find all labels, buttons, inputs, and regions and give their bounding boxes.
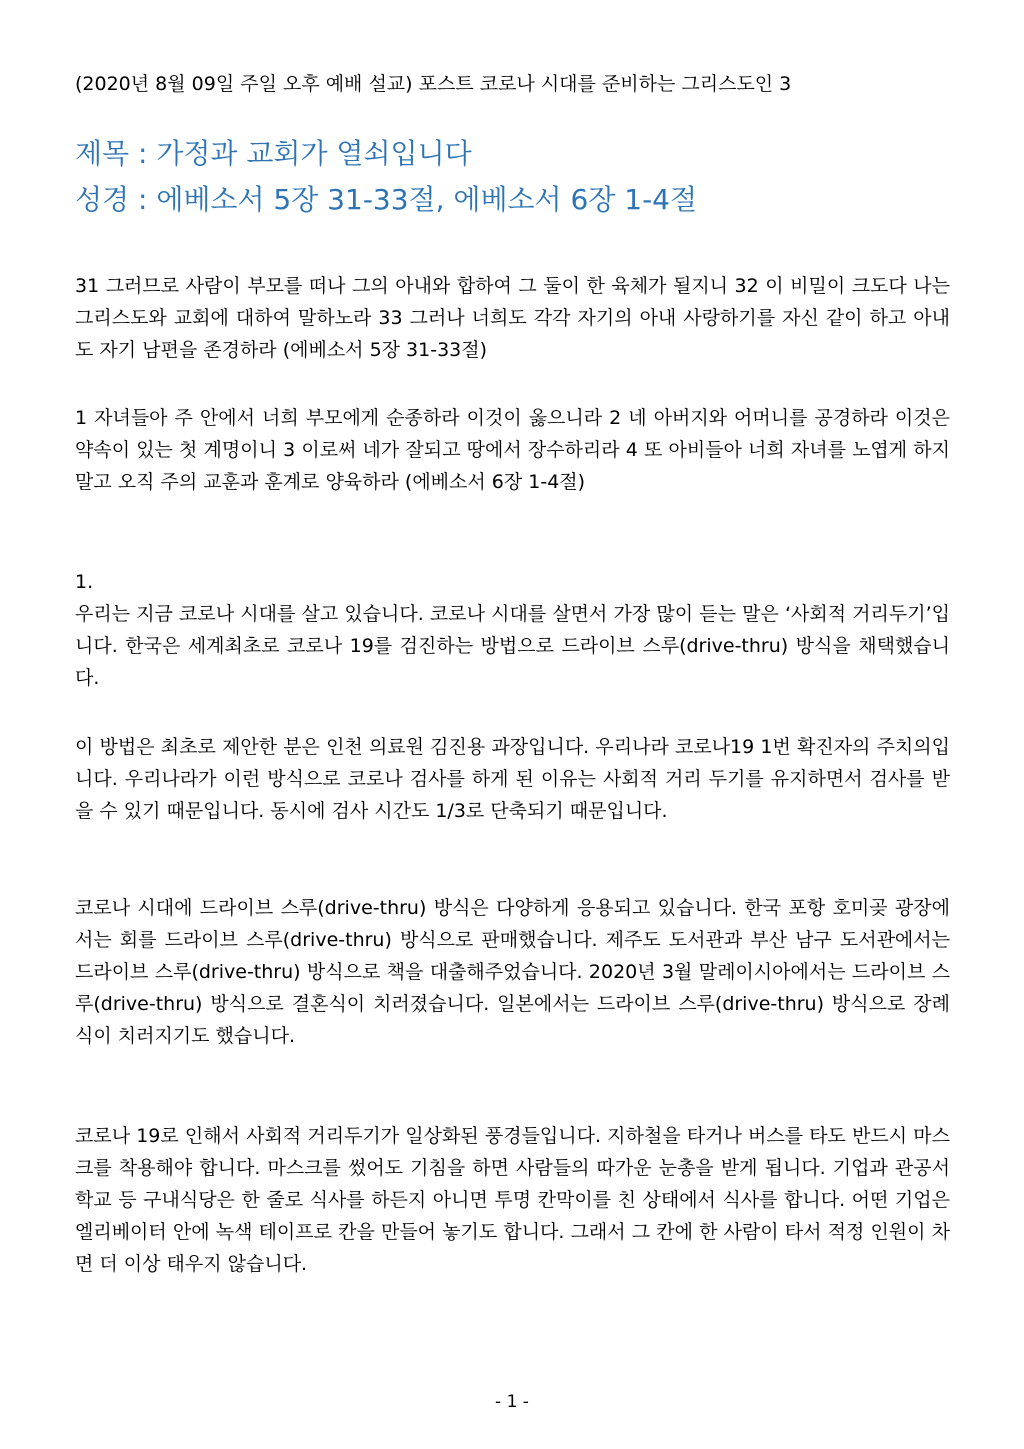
paragraph-daily-life: 코로나 19로 인해서 사회적 거리두기가 일상화된 풍경들입니다. 지하철을 타거나 버스를 타도 반드시 마스크를 착용해야 합니다. 마스크를 썼어도 기침을 하면 사람들의 따가운 눈총을 받게 됩니다. 기업과 관공서 학교 등 구내식당은 한 줄로 식사를 하든지 아니면 투명 칸막이를 친 상태에서 식사를 합니다. 어떤 기업은 엘리베이터 안에 녹색 테이프로 칸을 만들어 놓기도 합니다. 그래서 그 칸에 한 사람이 타서 적정 인원이 차면 더 이상 태우지 않습니다.	[75, 1125, 950, 1275]
paragraph-drive-thru-origin: 이 방법은 최초로 제안한 분은 인천 의료원 김진용 과장입니다. 우리나라 코로나19 1번 확진자의 주치의입니다. 우리나라가 이런 방식으로 코로나 검사를 하게 된 이유는 사회적 거리 두기를 유지하면서 검사를 받을 수 있기 때문입니다. 동시에 검사 시간도 1/3로 단축되기 때문입니다.	[75, 736, 950, 822]
sermon-title: 제목 : 가정과 교회가 열쇠입니다	[75, 137, 472, 170]
scripture-passage-ephesians-6: 1 자녀들아 주 안에서 너희 부모에게 순종하라 이것이 옳으니라 2 네 아버지와 어머니를 공경하라 이것은 약속이 있는 첫 계명이니 3 이로써 네가 잘되고 땅에서 장수하리라 4 또 아비들아 너희 자녀를 노엽게 하지 말고 오직 주의 교훈과 훈계로 양육하라 (에베소서 6장 1-4절)	[75, 407, 950, 493]
section-number: 1.	[75, 571, 94, 593]
page-number: - 1 -	[495, 1392, 529, 1412]
paragraph-drive-thru-applications: 코로나 시대에 드라이브 스루(drive-thru) 방식은 다양하게 응용되고 있습니다. 한국 포항 호미곶 광장에서는 회를 드라이브 스루(drive-thru) 방식으로 판매했습니다. 제주도 도서관과 부산 남구 도서관에서는 드라이브 스루(drive-thru) 방식으로 책을 대출해주었습니다. 2020년 3월 말레이시아에서는 드라이브 스루(drive-thru) 방식으로 결혼식이 치러졌습니다. 일본에서는 드라이브 스루(drive-thru) 방식으로 장례식이 치러지기도 했습니다.	[75, 897, 950, 1047]
scripture-reference: 성경 : 에베소서 5장 31-33절, 에베소서 6장 1-4절	[75, 183, 698, 216]
sermon-header: (2020년 8월 09일 주일 오후 예배 설교) 포스트 코로나 시대를 준비하는 그리스도인 3	[75, 73, 792, 95]
scripture-passage-ephesians-5: 31 그러므로 사람이 부모를 떠나 그의 아내와 합하여 그 둘이 한 육체가 될지니 32 이 비밀이 크도다 나는 그리스도와 교회에 대하여 말하노라 33 그러나 너희도 각각 자기의 아내 사랑하기를 자신 같이 하고 아내도 자기 남편을 존경하라 (에베소서 5장 31-33절)	[75, 275, 950, 361]
paragraph-social-distancing: 우리는 지금 코로나 시대를 살고 있습니다. 코로나 시대를 살면서 가장 많이 듣는 말은 ‘사회적 거리두기’입니다. 한국은 세계최초로 코로나 19를 검진하는 방법으로 드라이브 스루(drive-thru) 방식을 채택했습니다.	[75, 603, 950, 689]
